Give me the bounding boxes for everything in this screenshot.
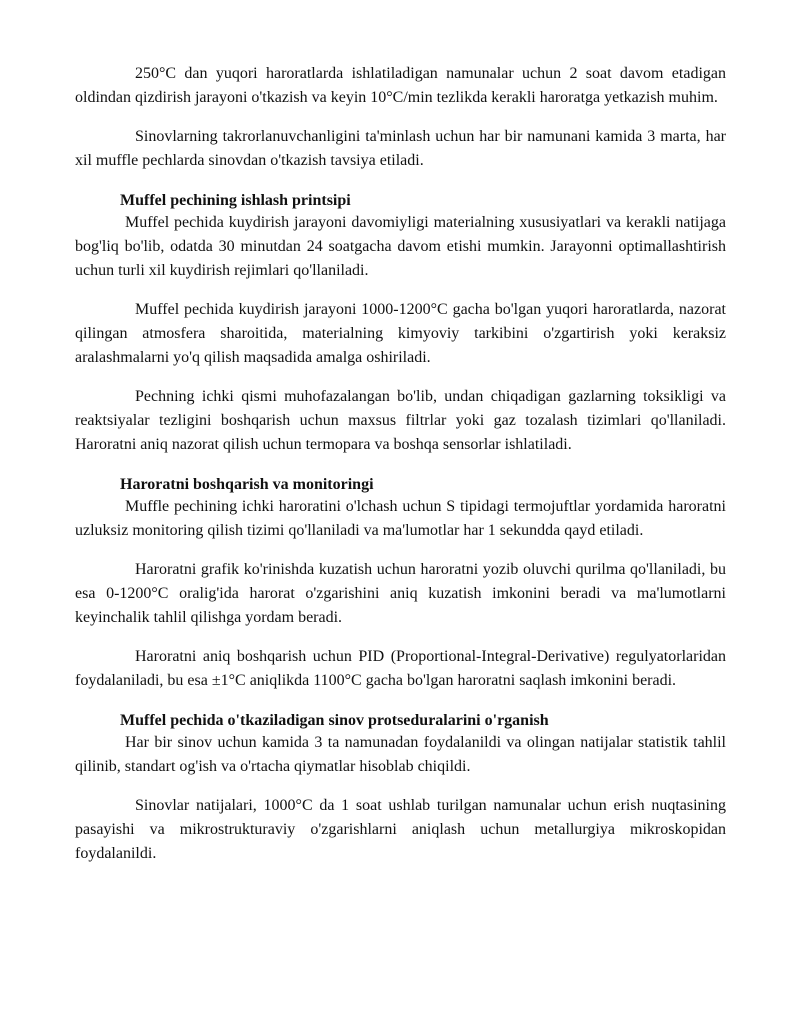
heading-test-procedures: Muffel pechida o'tkaziladigan sinov protseduralarini o'rganish (120, 712, 549, 729)
paragraph-duration: Muffel pechida kuydirish jarayoni davomiyligi materialning xususiyatlari va kerakli natijaga bog'liq bo'lib, odatda 30 minutdan 24 soatgacha davom etishi mumkin. Jarayonni optimallashtirish uchun turli xil kuydirish rejimlari qo'llaniladi. (75, 214, 726, 279)
paragraph-gas-filtering: Pechning ichki qismi muhofazalangan bo'lib, undan chiqadigan gazlarning toksikligi va reaktsiyalar tezligini boshqarish uchun maxsus filtrlar yoki gaz tozalash tizimlari qo'llaniladi. Haroratni aniq nazorat qilish uchun termopara va boshqa sensorlar ishlatiladi. (75, 388, 726, 453)
paragraph-temperature-recorder: Haroratni grafik ko'rinishda kuzatish uchun haroratni yozib oluvchi qurilma qo'llaniladi, bu esa 0-1200°C oralig'ida harorat o'zgarishini aniq kuzatish imkonini beradi va ma'lumotlarni keyinchalik tahlil qilishga yordam beradi. (75, 561, 726, 626)
document-page (75, 62, 726, 866)
paragraph-preheating: 250°C dan yuqori haroratlarda ishlatiladigan namunalar uchun 2 soat davom etadigan oldindan qizdirish jarayoni o'tkazish va keyin 10°C/min tezlikda kerakli haroratga yetkazish muhim. (75, 65, 726, 106)
paragraph-high-temperature: Muffel pechida kuydirish jarayoni 1000-1200°C gacha bo'lgan yuqori haroratlarda, nazorat qilingan atmosfera sharoitida, materialning kimyoviy tarkibini o'zgartirish yoki keraksiz aralashmalarni yo'q qilish maqsadida amalga oshiriladi. (75, 301, 726, 366)
heading-temperature-control: Haroratni boshqarish va monitoringi (120, 476, 374, 493)
paragraph-thermocouple-monitoring: Muffle pechining ichki haroratini o'lchash uchun S tipidagi termojuftlar yordamida haroratni uzluksiz monitoring qilish tizimi qo'llaniladi va ma'lumotlar har 1 sekundda qayd etiladi. (75, 498, 726, 539)
paragraph-repeatability: Sinovlarning takrorlanuvchanligini ta'minlash uchun har bir namunani kamida 3 marta, har xil muffle pechlarda sinovdan o'tkazish tavsiya etiladi. (75, 128, 726, 169)
paragraph-microscopy: Sinovlar natijalari, 1000°C da 1 soat ushlab turilgan namunalar uchun erish nuqtasining pasayishi va mikrostrukturaviy o'zgarishlarni aniqlash uchun metallurgiya mikroskopidan foydalanildi. (75, 797, 726, 862)
heading-working-principle: Muffel pechining ishlash printsipi (120, 192, 351, 209)
paragraph-pid-regulators: Haroratni aniq boshqarish uchun PID (Proportional-Integral-Derivative) regulyatorlaridan foydalaniladi, bu esa ±1°C aniqlikda 1100°C gacha bo'lgan haroratni saqlash imkonini beradi. (75, 648, 726, 689)
paragraph-statistical-analysis: Har bir sinov uchun kamida 3 ta namunadan foydalanildi va olingan natijalar statistik tahlil qilinib, standart og'ish va o'rtacha qiymatlar hisoblab chiqildi. (75, 734, 726, 775)
